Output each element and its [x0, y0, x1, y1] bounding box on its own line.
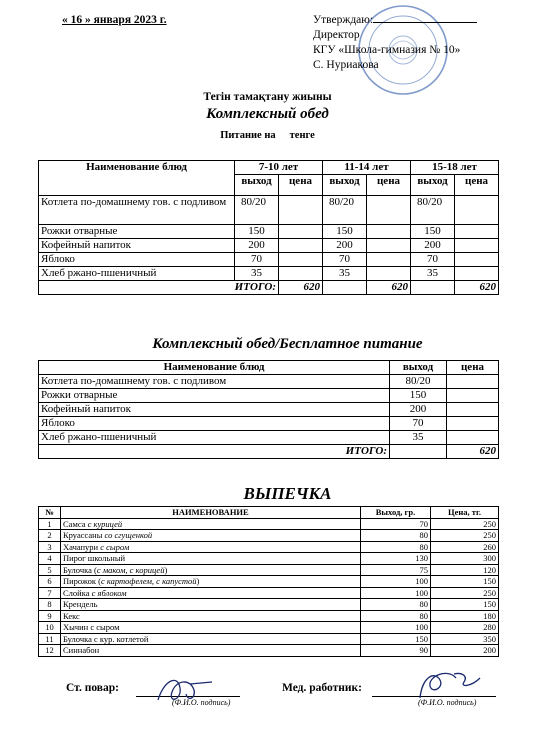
cook-caption: (Ф.И.О. подпись)	[172, 698, 231, 707]
table-row	[39, 225, 499, 239]
item-number: 2	[39, 530, 61, 542]
total-value: 620	[447, 445, 499, 459]
dish-out: 70	[411, 253, 455, 267]
item-price: 180	[431, 610, 499, 622]
cook-signature	[150, 670, 220, 710]
bakery-table	[38, 506, 499, 657]
dish-out: 35	[323, 267, 367, 281]
item-number: 9	[39, 610, 61, 622]
free-lunch-title: Комплексный обед/Бесплатное питание	[152, 336, 423, 352]
item-price: 250	[431, 518, 499, 530]
dish-out: 80/20	[411, 196, 455, 225]
col-number: №	[39, 507, 61, 519]
item-name	[61, 633, 361, 645]
item-number: 12	[39, 645, 61, 657]
total-label: ИТОГО:	[39, 445, 390, 459]
medic-signature	[410, 664, 490, 706]
cook-label: Ст. повар:	[66, 682, 119, 694]
dish-price	[455, 253, 499, 267]
table-row	[39, 530, 499, 542]
table-row	[39, 196, 499, 225]
item-name-main: Булочка с кур. котлетой	[63, 633, 149, 644]
price-unit: тенге	[289, 130, 315, 141]
dish-name: Котлета по-домашнему гов. с подливом	[39, 196, 235, 225]
item-name	[61, 541, 361, 553]
total-empty	[390, 445, 447, 459]
item-name-detail: со сгущенкой	[104, 530, 153, 540]
approval-block	[313, 12, 477, 73]
dish-price	[367, 239, 411, 253]
dish-price	[447, 389, 499, 403]
dish-out: 80/20	[323, 196, 367, 225]
dish-name: Яблоко	[39, 253, 235, 267]
dish-name: Котлета по-домашнему гов. с подливом	[39, 375, 390, 389]
price-label: Питание на	[220, 130, 276, 141]
table-row	[39, 541, 499, 553]
item-name-main: Самса	[63, 518, 88, 529]
item-price: 300	[431, 553, 499, 565]
item-out: 90	[361, 645, 431, 657]
item-name-main: Пирожок (	[63, 576, 101, 586]
kazakh-title: Тегін тамақтану жиыны	[203, 91, 332, 103]
item-price: 250	[431, 587, 499, 599]
item-number: 4	[39, 553, 61, 565]
dish-price	[279, 253, 323, 267]
table-row	[39, 633, 499, 645]
item-name-tail: )	[164, 564, 168, 575]
sub-price: цена	[367, 175, 411, 196]
total-empty	[411, 281, 455, 295]
item-name	[61, 564, 361, 576]
item-price: 260	[431, 541, 499, 553]
col-out: Выход, гр.	[361, 507, 431, 519]
item-out: 150	[361, 633, 431, 645]
total-7-10: 620	[279, 281, 323, 295]
item-number: 8	[39, 599, 61, 611]
dish-price	[367, 196, 411, 225]
dish-out: 70	[323, 253, 367, 267]
dish-price	[367, 225, 411, 239]
col-price: цена	[447, 361, 499, 375]
school-name: КГУ «Школа-гимназия № 10»	[313, 44, 461, 56]
table-row	[39, 375, 499, 389]
table-row	[39, 389, 499, 403]
item-name-main: Слойка	[63, 587, 92, 598]
item-out: 100	[361, 587, 431, 599]
table-row	[39, 622, 499, 634]
sub-out: выход	[411, 175, 455, 196]
dish-out: 35	[390, 431, 447, 445]
item-name-main: Хачапури	[63, 541, 101, 552]
item-name-detail: с яблоком	[91, 587, 127, 598]
dish-out: 200	[323, 239, 367, 253]
item-price: 250	[431, 530, 499, 542]
total-row	[39, 281, 499, 295]
dish-out: 150	[323, 225, 367, 239]
table-row	[39, 645, 499, 657]
item-name-main: Пирог школьный	[63, 553, 126, 563]
item-number: 3	[39, 541, 61, 553]
item-number: 7	[39, 587, 61, 599]
dish-out: 80/20	[390, 375, 447, 389]
item-number: 1	[39, 518, 61, 530]
sub-price: цена	[455, 175, 499, 196]
item-name-main: Кекс	[63, 610, 80, 621]
item-name	[61, 530, 361, 542]
dish-price	[279, 196, 323, 225]
dish-name: Хлеб ржано-пшеничный	[39, 267, 235, 281]
item-name	[61, 518, 361, 530]
item-name-main: Хычин с сыром	[63, 622, 120, 632]
dish-name: Рожки отварные	[39, 225, 235, 239]
dish-out: 200	[235, 239, 279, 253]
dish-name: Рожки отварные	[39, 389, 390, 403]
approve-signature-line	[373, 12, 477, 23]
dish-price	[455, 239, 499, 253]
item-number: 10	[39, 622, 61, 634]
dish-out: 35	[411, 267, 455, 281]
document-date: « 16 » января 2023 г.	[62, 14, 167, 26]
item-name	[61, 576, 361, 588]
item-out: 80	[361, 541, 431, 553]
dish-out: 200	[390, 403, 447, 417]
item-name-main: Булочка (	[63, 564, 97, 575]
item-name-detail: с курицей	[87, 518, 123, 529]
dish-price	[455, 225, 499, 239]
item-out: 80	[361, 610, 431, 622]
dish-price	[367, 253, 411, 267]
item-out: 130	[361, 553, 431, 565]
dish-price	[279, 225, 323, 239]
table-row	[39, 564, 499, 576]
medic-label: Мед. работник:	[282, 682, 362, 694]
item-name-main: Круассаны	[63, 530, 105, 540]
price-line	[0, 130, 535, 141]
item-name-main: Крендель	[63, 599, 98, 609]
dish-out: 35	[235, 267, 279, 281]
total-empty	[323, 281, 367, 295]
dish-price	[447, 417, 499, 431]
complex-lunch-table	[38, 160, 499, 295]
dish-price	[279, 267, 323, 281]
sub-out: выход	[323, 175, 367, 196]
table-row	[39, 267, 499, 281]
total-row	[39, 445, 499, 459]
item-number: 11	[39, 633, 61, 645]
total-label: ИТОГО:	[39, 281, 279, 295]
dish-price	[279, 239, 323, 253]
dish-out: 150	[390, 389, 447, 403]
group-7-10: 7-10 лет	[235, 161, 323, 175]
item-number: 6	[39, 576, 61, 588]
item-price: 150	[431, 576, 499, 588]
item-name	[61, 622, 361, 634]
dish-out: 70	[235, 253, 279, 267]
total-15-18: 620	[455, 281, 499, 295]
table-row	[39, 599, 499, 611]
table-row	[39, 553, 499, 565]
col-out: выход	[390, 361, 447, 375]
item-name-detail: с картофелем, с капустой	[100, 576, 197, 586]
dish-price	[447, 375, 499, 389]
dish-price	[447, 403, 499, 417]
group-11-14: 11-14 лет	[323, 161, 411, 175]
table-row	[39, 431, 499, 445]
item-price: 150	[431, 599, 499, 611]
dish-name: Хлеб ржано-пшеничный	[39, 431, 390, 445]
col-dish-name: Наименование блюд	[39, 161, 235, 196]
dish-out: 150	[235, 225, 279, 239]
table-row	[39, 239, 499, 253]
medic-caption: (Ф.И.О. подпись)	[418, 698, 477, 707]
item-price: 350	[431, 633, 499, 645]
item-out: 80	[361, 599, 431, 611]
item-name	[61, 599, 361, 611]
table-row	[39, 253, 499, 267]
item-price: 280	[431, 622, 499, 634]
group-15-18: 15-18 лет	[411, 161, 499, 175]
sub-out: выход	[235, 175, 279, 196]
item-price: 120	[431, 564, 499, 576]
col-price: Цена, тг.	[431, 507, 499, 519]
item-name-detail: с сыром	[100, 541, 130, 552]
director-name: С. Нуриакова	[313, 59, 379, 71]
table-row	[39, 587, 499, 599]
dish-name: Кофейный напиток	[39, 403, 390, 417]
dish-price	[455, 196, 499, 225]
item-price: 200	[431, 645, 499, 657]
dish-name: Яблоко	[39, 417, 390, 431]
dish-out: 80/20	[235, 196, 279, 225]
item-out: 80	[361, 530, 431, 542]
item-name	[61, 610, 361, 622]
item-out: 100	[361, 622, 431, 634]
item-out: 75	[361, 564, 431, 576]
bakery-title: ВЫПЕЧКА	[243, 484, 332, 503]
director-title: Директор	[313, 29, 360, 41]
free-lunch-table	[38, 360, 499, 459]
col-name: НАИМЕНОВАНИЕ	[61, 507, 361, 519]
dish-price	[455, 267, 499, 281]
complex-lunch-title: Комплексный обед	[206, 106, 329, 122]
total-11-14: 620	[367, 281, 411, 295]
table-row	[39, 610, 499, 622]
dish-out: 200	[411, 239, 455, 253]
item-name-detail: с маком, с корицей	[96, 564, 165, 575]
table-row	[39, 403, 499, 417]
sub-price: цена	[279, 175, 323, 196]
col-dish-name: Наименование блюд	[39, 361, 390, 375]
table-row	[39, 518, 499, 530]
item-number: 5	[39, 564, 61, 576]
item-name-main: Синнабон	[63, 645, 100, 655]
item-name	[61, 645, 361, 657]
item-name-tail: )	[196, 576, 200, 586]
item-name	[61, 553, 361, 565]
item-out: 70	[361, 518, 431, 530]
item-out: 100	[361, 576, 431, 588]
dish-name: Кофейный напиток	[39, 239, 235, 253]
dish-price	[367, 267, 411, 281]
dish-out: 150	[411, 225, 455, 239]
table-row	[39, 576, 499, 588]
approve-label: Утверждаю:	[313, 14, 374, 26]
item-name	[61, 587, 361, 599]
table-row	[39, 417, 499, 431]
dish-out: 70	[390, 417, 447, 431]
dish-price	[447, 431, 499, 445]
